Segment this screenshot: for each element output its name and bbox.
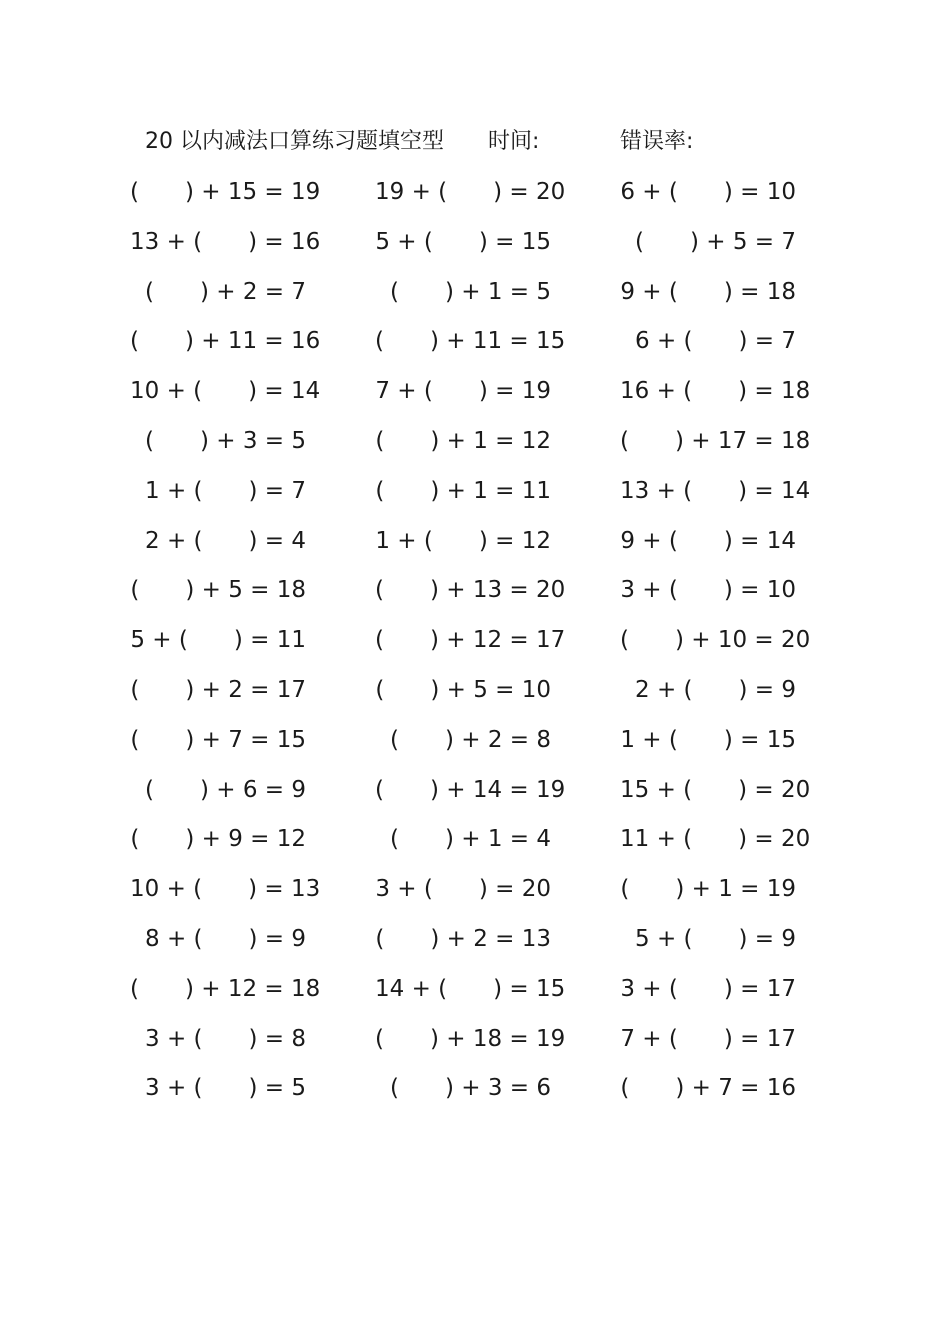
addition-problem: ( ) + 9 = 12 — [130, 826, 306, 853]
addition-problem: ( ) + 11 = 15 — [375, 328, 566, 355]
problem-row — [0, 321, 950, 361]
addition-problem: 3 + ( ) = 8 — [145, 1025, 306, 1052]
addition-problem: 3 + ( ) = 10 — [620, 577, 796, 604]
addition-problem: 13 + ( ) = 16 — [130, 228, 321, 255]
addition-problem: ( ) + 1 = 4 — [390, 826, 551, 853]
problem-row — [0, 371, 950, 411]
addition-problem: ( ) + 3 = 5 — [145, 428, 306, 454]
addition-problem: 5 + ( ) = 15 — [375, 228, 551, 255]
addition-problem: ( ) + 5 = 10 — [375, 677, 551, 703]
addition-problem: 7 + ( ) = 19 — [375, 378, 551, 405]
addition-problem: ( ) + 13 = 20 — [375, 577, 566, 604]
time-label: 时间: — [488, 129, 540, 154]
addition-problem: 6 + ( ) = 7 — [635, 328, 796, 355]
addition-problem: 5 + ( ) = 9 — [635, 926, 796, 952]
addition-problem: 1 + ( ) = 12 — [375, 527, 551, 554]
problem-row — [0, 969, 950, 1009]
error-rate-label: 错误率: — [620, 129, 694, 154]
addition-problem: 16 + ( ) = 18 — [620, 378, 811, 405]
worksheet-title: 20 以内减法口算练习题填空型 — [145, 129, 444, 154]
addition-problem: ( ) + 3 = 6 — [390, 1075, 551, 1102]
addition-problem: 10 + ( ) = 14 — [130, 378, 321, 405]
addition-problem: ( ) + 7 = 15 — [130, 726, 306, 753]
problem-row — [0, 222, 950, 262]
addition-problem: ( ) + 5 = 18 — [130, 577, 306, 604]
problem-row — [0, 421, 950, 461]
addition-problem: ( ) + 2 = 17 — [130, 677, 306, 703]
addition-problem: 9 + ( ) = 18 — [620, 278, 796, 305]
addition-problem: ( ) + 15 = 19 — [130, 179, 321, 205]
addition-problem: ( ) + 2 = 8 — [390, 726, 551, 753]
addition-problem: 2 + ( ) = 4 — [145, 527, 306, 554]
addition-problem: 15 + ( ) = 20 — [620, 776, 811, 803]
addition-problem: 2 + ( ) = 9 — [635, 677, 796, 703]
problem-row — [0, 919, 950, 959]
addition-problem: 3 + ( ) = 17 — [620, 975, 796, 1002]
addition-problem: 14 + ( ) = 15 — [375, 975, 566, 1002]
addition-problem: ( ) + 7 = 16 — [620, 1075, 796, 1102]
problem-row — [0, 819, 950, 859]
problem-row — [0, 670, 950, 710]
addition-problem: 8 + ( ) = 9 — [145, 926, 306, 952]
problem-row — [0, 770, 950, 810]
problem-row — [0, 570, 950, 610]
addition-problem: 6 + ( ) = 10 — [620, 179, 796, 205]
problem-row — [0, 1068, 950, 1108]
addition-problem: ( ) + 14 = 19 — [375, 776, 566, 803]
addition-problem: ( ) + 11 = 16 — [130, 328, 321, 355]
problem-row — [0, 620, 950, 660]
addition-problem: 1 + ( ) = 7 — [145, 477, 306, 504]
problem-row — [0, 869, 950, 909]
addition-problem: ( ) + 5 = 7 — [635, 228, 796, 255]
addition-problem: 1 + ( ) = 15 — [620, 726, 796, 753]
problem-row — [0, 720, 950, 760]
addition-problem: 9 + ( ) = 14 — [620, 527, 796, 554]
addition-problem: ( ) + 18 = 19 — [375, 1025, 566, 1052]
problem-row — [0, 272, 950, 312]
addition-problem: 5 + ( ) = 11 — [130, 627, 306, 654]
addition-problem: ( ) + 1 = 12 — [375, 428, 551, 454]
addition-problem: 19 + ( ) = 20 — [375, 179, 566, 205]
problem-row — [0, 172, 950, 212]
problem-row — [0, 471, 950, 511]
problem-row — [0, 1019, 950, 1059]
addition-problem: ( ) + 1 = 19 — [620, 876, 796, 903]
addition-problem: ( ) + 17 = 18 — [620, 428, 811, 454]
addition-problem: 7 + ( ) = 17 — [620, 1025, 796, 1052]
problem-row — [0, 521, 950, 561]
addition-problem: ( ) + 12 = 18 — [130, 975, 321, 1002]
addition-problem: 11 + ( ) = 20 — [620, 826, 811, 853]
addition-problem: ( ) + 2 = 13 — [375, 926, 551, 952]
addition-problem: ( ) + 6 = 9 — [145, 776, 306, 803]
addition-problem: 13 + ( ) = 14 — [620, 477, 811, 504]
addition-problem: 3 + ( ) = 5 — [145, 1075, 306, 1102]
addition-problem: ( ) + 1 = 11 — [375, 477, 551, 504]
addition-problem: 10 + ( ) = 13 — [130, 876, 321, 903]
addition-problem: ( ) + 10 = 20 — [620, 627, 811, 654]
addition-problem: 3 + ( ) = 20 — [375, 876, 551, 903]
addition-problem: ( ) + 12 = 17 — [375, 627, 566, 654]
addition-problem: ( ) + 1 = 5 — [390, 278, 551, 305]
addition-problem: ( ) + 2 = 7 — [145, 278, 306, 305]
